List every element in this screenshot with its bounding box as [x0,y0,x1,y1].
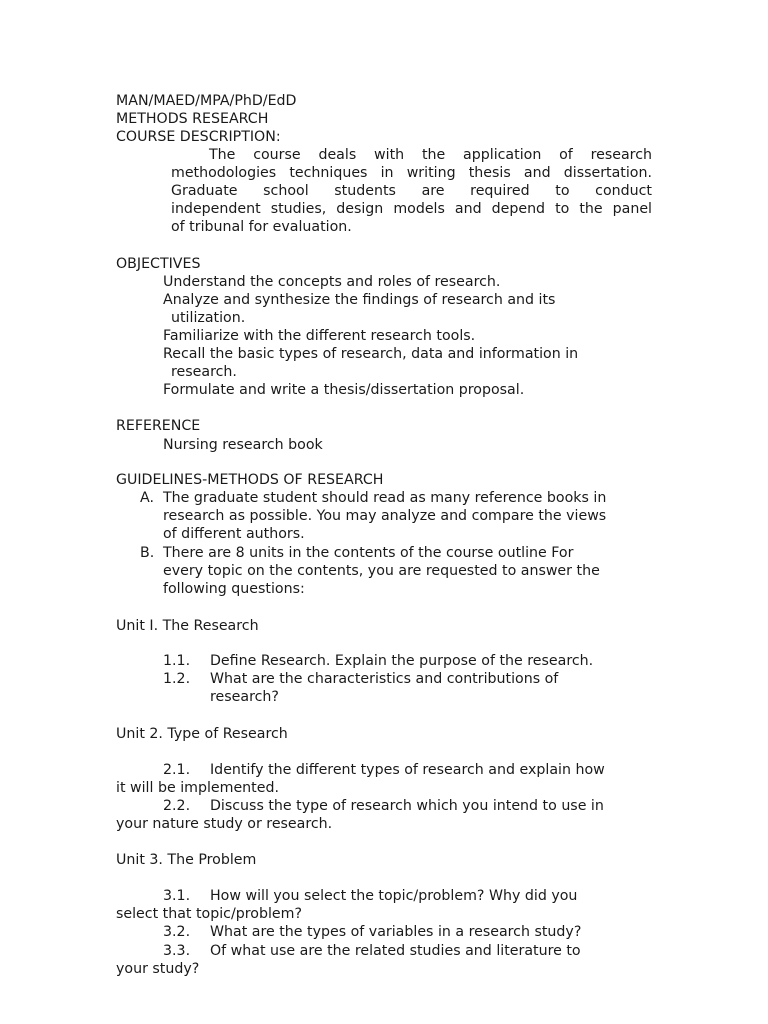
guideline-marker: A. [140,490,154,506]
description-line: independent studies, design models and depend to the panel [171,201,652,217]
description-line: The course deals with the application of research [209,147,652,163]
question-text: What are the characteristics and contributions of [210,671,559,687]
question-text: What are the types of variables in a research study? [210,924,582,940]
guideline-line: The graduate student should read as many reference books in [163,490,607,506]
unit-title: Unit 2. Type of Research [116,726,288,742]
question-text: Discuss the type of research which you intend to use in [210,798,604,814]
guidelines-heading: GUIDELINES-METHODS OF RESEARCH [116,472,384,488]
question-number: 3.1. [163,888,191,904]
question-text: Identify the different types of research and explain how [210,762,605,778]
question-text-continuation: your nature study or research. [116,816,333,832]
description-line: methodologies techniques in writing thesis and dissertation. [171,165,652,181]
course-description-heading: COURSE DESCRIPTION: [116,129,281,145]
reference-item: Nursing research book [163,437,323,453]
reference-heading: REFERENCE [116,418,201,434]
unit-title: Unit I. The Research [116,618,259,634]
question-text: How will you select the topic/problem? Why did you [210,888,578,904]
guideline-line: of different authors. [163,526,305,542]
question-number: 3.2. [163,924,191,940]
question-number: 2.1. [163,762,191,778]
objective-item: Understand the concepts and roles of research. [163,274,501,290]
question-text: Of what use are the related studies and literature to [210,943,581,959]
objective-item: Recall the basic types of research, data and information in [163,346,579,362]
question-number: 1.2. [163,671,191,687]
question-text-continuation: select that topic/problem? [116,906,302,922]
objective-item: Formulate and write a thesis/dissertation proposal. [163,382,525,398]
guideline-line: There are 8 units in the contents of the course outline For [163,545,574,561]
course-description [171,146,652,236]
objective-item-continuation: research. [171,364,237,380]
guideline-line: following questions: [163,581,305,597]
objective-item-continuation: utilization. [171,310,246,326]
unit-title: Unit 3. The Problem [116,852,257,868]
objective-item: Familiarize with the different research tools. [163,328,476,344]
description-line: of tribunal for evaluation. [171,219,352,235]
guideline-line: research as possible. You may analyze and compare the views [163,508,607,524]
guideline-marker: B. [140,545,155,561]
description-line: Graduate school students are required to conduct [171,183,652,199]
question-text-continuation: it will be implemented. [116,780,279,796]
question-text-continuation: your study? [116,961,200,977]
question-number: 3.3. [163,943,191,959]
question-number: 1.1. [163,653,191,669]
guideline-line: every topic on the contents, you are requested to answer the [163,563,600,579]
question-number: 2.2. [163,798,191,814]
question-text: Define Research. Explain the purpose of the research. [210,653,594,669]
course-title: METHODS RESEARCH [116,111,269,127]
objective-item: Analyze and synthesize the findings of research and its [163,292,556,308]
question-text-continuation: research? [210,689,279,705]
objectives-heading: OBJECTIVES [116,256,201,272]
degree-list: MAN/MAED/MPA/PhD/EdD [116,93,297,109]
